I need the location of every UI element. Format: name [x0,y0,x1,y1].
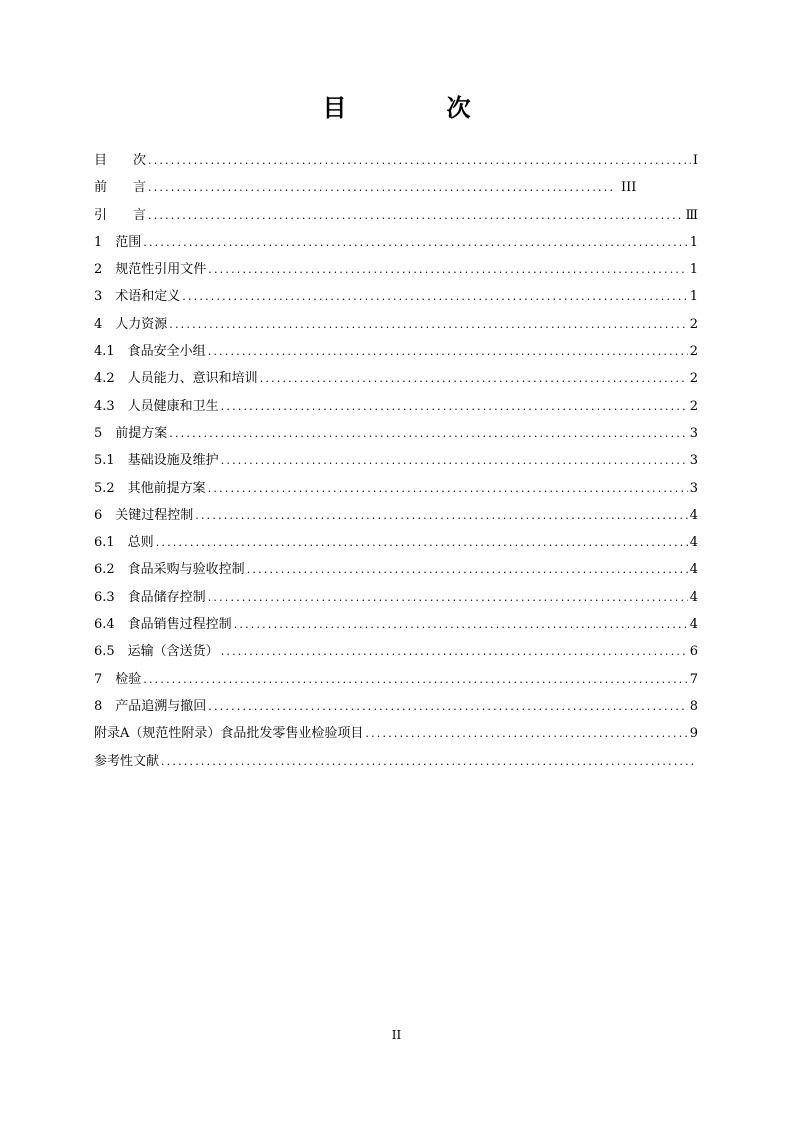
toc-entry-page: 7 [689,671,698,687]
toc-entry[interactable] [94,748,698,775]
toc-leader [169,311,687,338]
toc-entry-label: 6.3 食品储存控制 [94,589,206,605]
toc-entry-page: 4 [689,617,698,633]
toc-entry[interactable] [94,720,698,747]
toc-entry[interactable] [94,666,698,693]
toc-entry-page: 2 [689,371,698,387]
toc-leader [208,584,688,611]
toc-entry-page: 1 [689,234,698,250]
toc-entry-page: 4 [689,589,698,605]
toc-entry[interactable] [94,475,698,502]
toc-leader [161,748,694,775]
toc-entry[interactable] [94,147,698,174]
toc-entry-page: 2 [689,316,698,332]
toc-entry-label: 4.2 人员能力、意识和培训 [94,371,258,387]
toc-entry-label: 4 人力资源 [94,316,168,332]
toc-entry-page: 3 [689,480,698,496]
toc-leader [148,202,683,229]
toc-entry-label: 引 言 [94,207,147,223]
toc-entry-label: 3 术语和定义 [94,289,181,305]
toc-entry[interactable] [94,638,698,665]
toc-entry[interactable] [94,229,698,256]
toc-entry-label: 2 规范性引用文件 [94,262,207,278]
toc-entry-label: 5.2 其他前提方案 [94,480,206,496]
toc-entry-page: 1 [689,289,698,305]
toc-leader [208,475,688,502]
toc-entry-label: 4.1 食品安全小组 [94,344,206,360]
toc-leader [247,556,688,583]
toc-entry[interactable] [94,393,698,420]
toc-leader [148,174,615,201]
toc-leader [195,502,687,529]
toc-entry[interactable] [94,529,698,556]
toc-entry[interactable] [94,338,698,365]
toc-leader [169,420,687,447]
toc-leader [182,283,687,310]
toc-entry-label: 附录A（规范性附录）食品批发零售业检验项目 [94,726,364,742]
toc-leader [208,338,688,365]
toc-entry[interactable] [94,365,698,392]
toc-leader [148,147,691,174]
toc-entry-page: 9 [689,726,698,742]
toc-entry-page: 4 [689,507,698,523]
toc-entry-label: 6.5 运输（含送货） [94,644,219,660]
toc-entry-label: 5.1 基础设施及维护 [94,453,219,469]
toc-entry-label: 前 言 [94,180,147,196]
toc-entry[interactable] [94,693,698,720]
toc-entry[interactable] [94,256,698,283]
page-number: II [391,1028,402,1042]
toc-entry-page: 2 [689,344,698,360]
toc-entry-label: 参考性文献 [94,753,160,769]
toc-entry-label: 8 产品追溯与撤回 [94,698,207,714]
toc-entry-page: 6 [689,644,698,660]
toc-entry[interactable] [94,174,698,201]
toc-leader [208,693,687,720]
toc-leader [365,720,687,747]
toc-entry-page: 8 [689,698,698,714]
toc-entry[interactable] [94,311,698,338]
toc-entry-page: 3 [689,425,698,441]
toc-entry-label: 6 关键过程控制 [94,507,194,523]
toc-entry[interactable] [94,420,698,447]
toc-leader [143,229,687,256]
toc-leader [260,365,688,392]
toc-entry-page: III [621,180,637,196]
toc-entry-label: 5 前提方案 [94,425,168,441]
toc-entry-label: 目 次 [94,153,147,168]
toc-entry-page: 4 [689,535,698,551]
toc-entry-label: 6.1 总则 [94,535,154,551]
toc-entry[interactable] [94,584,698,611]
toc-entry[interactable] [94,202,698,229]
toc-leader [221,638,688,665]
toc-entry-page: I [692,153,698,168]
toc-entry-label: 1 范围 [94,234,142,250]
toc-entry-page: 2 [689,398,698,414]
toc-entry-page: 3 [689,453,698,469]
toc-leader [221,393,688,420]
toc-entry[interactable] [94,447,698,474]
toc-entry-label: 7 检验 [94,671,142,687]
toc-leader [208,256,687,283]
toc-leader [221,447,688,474]
toc-entry[interactable] [94,502,698,529]
toc-entry[interactable] [94,556,698,583]
toc-entry-page: 1 [689,262,698,278]
toc-entry[interactable] [94,611,698,638]
page-title: 目 次 [322,94,509,122]
toc-entry-label: 6.4 食品销售过程控制 [94,617,232,633]
toc-leader [143,666,687,693]
toc-entry[interactable] [94,283,698,310]
toc-entry-page: Ⅲ [685,207,698,223]
toc-entry-label: 4.3 人员健康和卫生 [94,398,219,414]
toc-leader [156,529,688,556]
toc-leader [234,611,688,638]
table-of-contents [94,147,698,775]
toc-entry-label: 6.2 食品采购与验收控制 [94,562,245,578]
toc-entry-page: 4 [689,562,698,578]
